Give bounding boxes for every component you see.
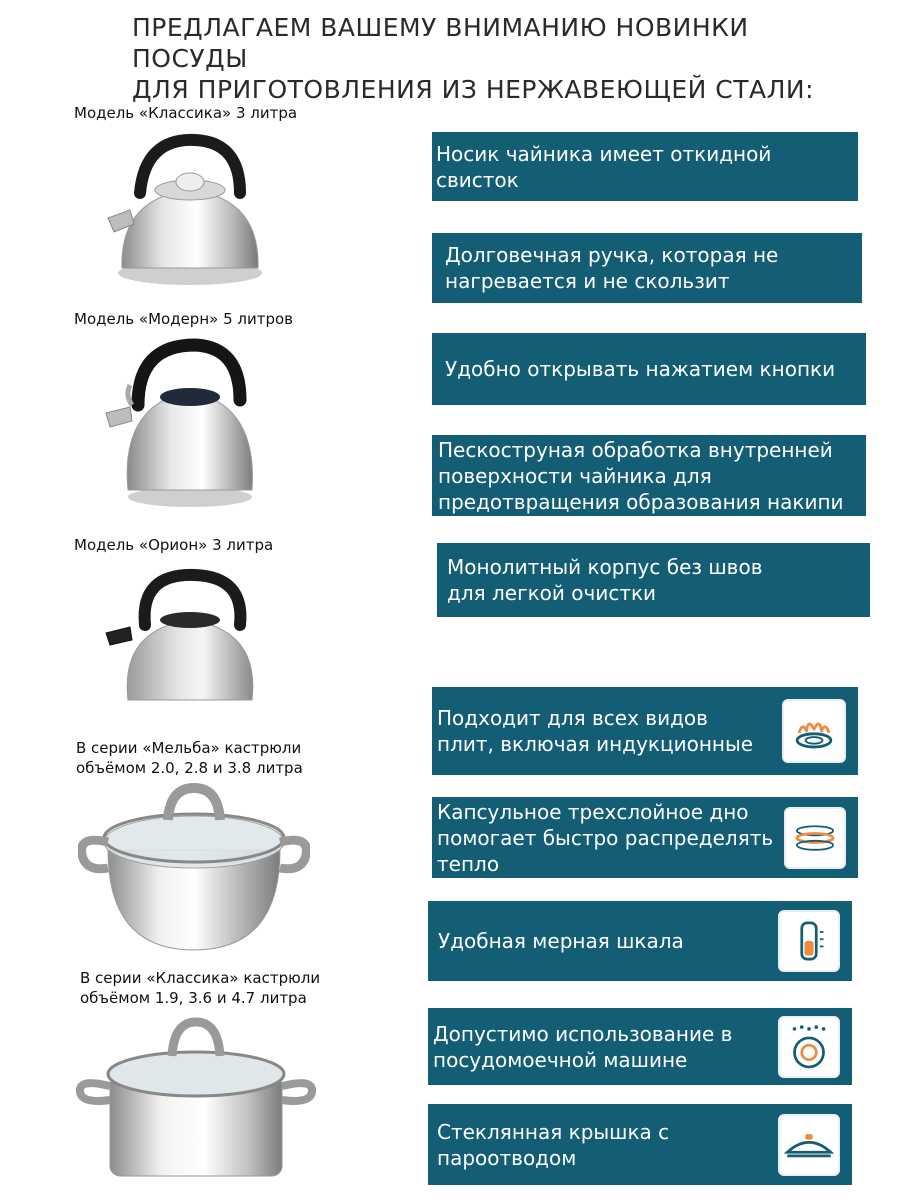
feature-text: Монолитный корпус без швов для легкой очистки (447, 555, 763, 605)
product-label-melba-pots: В серии «Мельба» кастрюли объёмом 2.0, 2.8 и 3.8 литра (76, 739, 303, 777)
feature-text: Капсульное трехслойное дно помогает быстро распределять тепло (437, 799, 774, 876)
kettle-modern-image (100, 335, 260, 510)
product-label-classic-pots: В серии «Классика» кастрюли объёмом 1.9, 3.6 и 4.7 литра (80, 969, 321, 1007)
feature-text: Удобная мерная шкала (438, 929, 684, 953)
product-label-modern-kettle: Модель «Модерн» 5 литров (74, 310, 294, 328)
pot-classic-image (76, 1016, 316, 1184)
feature-text: Стеклянная крышка с пароотводом (437, 1119, 670, 1170)
layers-icon (784, 807, 846, 869)
feature-text: Подходит для всех видов плит, включая индукционные (437, 706, 754, 756)
feature-measure-scale (428, 901, 852, 981)
feature-monolithic (437, 543, 870, 617)
glass-lid-icon (778, 1114, 840, 1176)
kettle-orion-image (100, 565, 275, 715)
measure-scale-icon (778, 910, 840, 972)
product-label-orion-kettle: Модель «Орион» 3 литра (74, 536, 274, 554)
kettle-classic-image (100, 128, 270, 293)
feature-text: Допустимо использование в посудомоечной машине (433, 1021, 733, 1072)
feature-all-stoves (432, 687, 858, 775)
feature-text: Удобно открывать нажатием кнопки (445, 357, 836, 381)
page-title: ПРЕДЛАГАЕМ ВАШЕМУ ВНИМАНИЮ НОВИНКИ ПОСУДЫ ДЛЯ ПРИГОТОВЛЕНИЯ ИЗ НЕРЖАВЕЮЩЕЙ СТАЛИ: (132, 13, 815, 104)
feature-whistle (432, 132, 858, 201)
dishwasher-icon (778, 1016, 840, 1078)
feature-button-open (432, 333, 866, 405)
feature-capsule-bottom (432, 797, 858, 878)
product-label-classic-kettle: Модель «Классика» 3 литра (74, 104, 298, 122)
burner-icon (782, 699, 846, 763)
pot-melba-image (78, 780, 310, 955)
feature-text: Носик чайника имеет откидной свисток (436, 141, 772, 192)
feature-text: Пескоструная обработка внутренней поверхности чайника для предотвращения образования накипи (438, 437, 844, 514)
feature-handle (432, 233, 862, 303)
feature-sandblast (432, 435, 866, 516)
feature-glass-lid (428, 1104, 852, 1185)
feature-dishwasher (428, 1008, 852, 1085)
feature-text: Долговечная ручка, которая не нагревается и не скользит (445, 243, 779, 293)
